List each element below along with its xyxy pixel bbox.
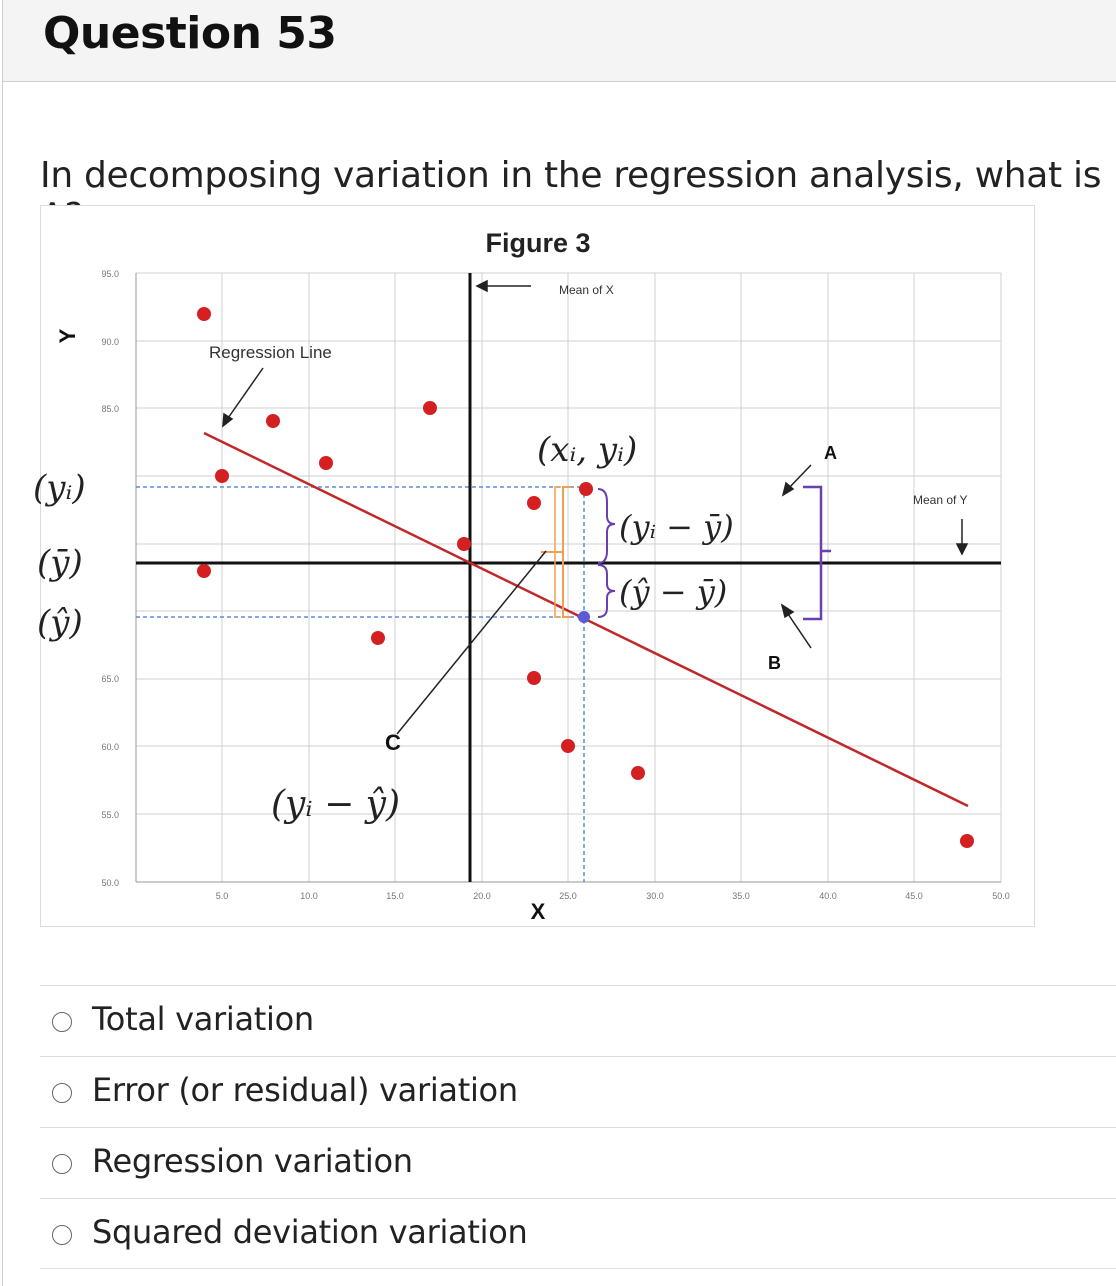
x-tick-label: 10.0 — [300, 891, 318, 901]
question-title: Question 53 — [43, 8, 337, 59]
x-tick-label: 45.0 — [905, 891, 923, 901]
yhat-axis-label: (ŷ) — [37, 603, 83, 643]
data-points — [197, 307, 974, 848]
regression-figure — [33, 206, 1036, 928]
purple-bracket-lower — [598, 565, 615, 617]
grid — [136, 273, 1001, 882]
data-point — [527, 496, 541, 510]
radio-button[interactable] — [52, 1083, 72, 1103]
data-point — [266, 414, 280, 428]
x-tick-label: 40.0 — [819, 891, 837, 901]
y-tick-label: 65.0 — [101, 674, 119, 684]
data-point — [561, 739, 575, 753]
y-tick-label: 55.0 — [101, 810, 119, 820]
y-tick-label: 90.0 — [101, 337, 119, 347]
answer-option-error-variation[interactable] — [40, 1056, 1116, 1127]
y-tick-label: 95.0 — [101, 269, 119, 279]
purple-bracket-total — [803, 487, 831, 619]
data-point — [960, 834, 974, 848]
ybar-axis-label: (ȳ) — [37, 543, 83, 583]
mean-of-x-label: Mean of X — [559, 283, 614, 297]
answer-option-total-variation[interactable] — [40, 985, 1116, 1056]
data-point — [197, 307, 211, 321]
x-axis-letter: X — [530, 899, 546, 924]
x-tick-label: 20.0 — [473, 891, 491, 901]
figure-title: Figure 3 — [485, 228, 591, 258]
y-tick-label: 85.0 — [101, 404, 119, 414]
annotation-arrows — [223, 281, 967, 734]
answer-option-label[interactable]: Regression variation — [92, 1142, 413, 1180]
label-b: B — [768, 653, 781, 673]
answer-option-regression-variation[interactable] — [40, 1127, 1116, 1198]
x-tick-label: 35.0 — [732, 891, 750, 901]
data-point — [527, 671, 541, 685]
answer-option-label[interactable]: Squared deviation variation — [92, 1213, 528, 1251]
label-a: A — [824, 443, 837, 463]
answer-option-squared-deviation-variation[interactable] — [40, 1198, 1116, 1269]
data-point — [423, 401, 437, 415]
data-point — [631, 766, 645, 780]
yi-minus-ybar-label: (yᵢ − ȳ) — [619, 508, 734, 546]
purple-bracket-upper — [598, 489, 615, 563]
y-axis-letter: Y — [55, 328, 80, 344]
question-body-border — [2, 82, 3, 1286]
data-point — [215, 469, 229, 483]
point-label: (xᵢ, yᵢ) — [537, 430, 638, 470]
data-point — [197, 564, 211, 578]
yi-minus-yhat-label: (yᵢ − ŷ) — [271, 784, 401, 825]
figure-image — [33, 205, 1035, 927]
y-tick-label: 50.0 — [101, 878, 119, 888]
y-tick-label: 60.0 — [101, 742, 119, 752]
x-tick-label: 30.0 — [646, 891, 664, 901]
answer-option-label[interactable]: Total variation — [92, 1000, 314, 1038]
yhat-minus-ybar-label: (ŷ − ȳ) — [619, 573, 728, 611]
yhat-highlight-point — [578, 611, 590, 623]
question-header — [2, 0, 1116, 82]
data-point — [457, 537, 471, 551]
data-point — [319, 456, 333, 470]
radio-button[interactable] — [52, 1012, 72, 1032]
label-c: C — [385, 730, 401, 755]
radio-button[interactable] — [52, 1225, 72, 1245]
data-point — [371, 631, 385, 645]
answer-option-label[interactable]: Error (or residual) variation — [92, 1071, 518, 1109]
radio-button[interactable] — [52, 1154, 72, 1174]
mean-of-y-label: Mean of Y — [913, 493, 968, 507]
x-tick-label: 15.0 — [386, 891, 404, 901]
x-tick-label: 5.0 — [215, 891, 229, 901]
x-tick-label: 50.0 — [992, 891, 1010, 901]
regression-line-label: Regression Line — [209, 343, 332, 362]
question-prompt: In decomposing variation in the regression analysis, what is — [40, 155, 1102, 196]
x-tick-label: 25.0 — [559, 891, 577, 901]
answer-options — [40, 985, 1116, 1269]
data-point — [579, 482, 593, 496]
yi-axis-label: (yᵢ) — [33, 468, 86, 508]
